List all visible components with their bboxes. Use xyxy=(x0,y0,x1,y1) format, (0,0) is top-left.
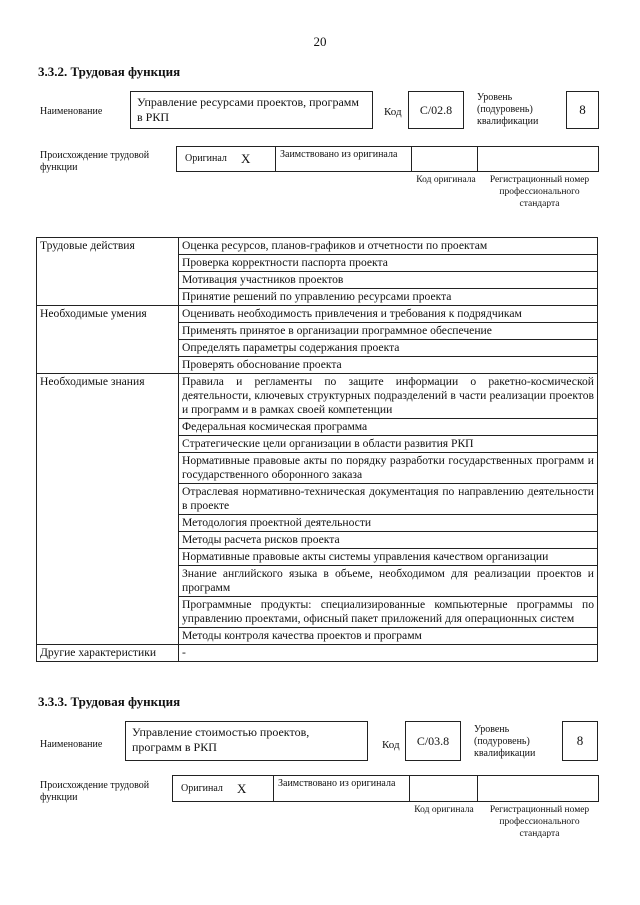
row-item: Методология проектной деятельности xyxy=(179,515,598,532)
original-label: Оригинал xyxy=(181,783,223,794)
row-item: Правила и регламенты по защите информации о ракетно-космической деятельности, ключевых структурных подразделений в части реализации проектов и программ и в рамках своей компетенции xyxy=(179,374,598,419)
reg-number-cell xyxy=(477,776,598,801)
level-box: 8 xyxy=(566,91,599,129)
row-item: Знание английского языка в объеме, необходимом для реализации проектов и программ xyxy=(179,566,598,597)
original-mark: X xyxy=(241,151,251,166)
function-code-box: C/03.8 xyxy=(405,721,461,761)
origin-label: Происхождение трудовой функции xyxy=(40,780,150,803)
row-item: Нормативные правовые акты системы управления качеством организации xyxy=(179,549,598,566)
row-item: Оценивать необходимость привлечения и требования к подрядчикам xyxy=(179,306,598,323)
row-item: Оценка ресурсов, планов-графиков и отчетности по проектам xyxy=(179,238,598,255)
reg-number-label: Регистрационный номер профессионального стандарта xyxy=(489,805,590,839)
code-label: Код xyxy=(382,739,400,751)
row-category-label: Трудовые действия xyxy=(37,238,179,306)
function-code-box: C/02.8 xyxy=(408,91,464,129)
code-label: Код xyxy=(384,106,402,118)
code-original-cell xyxy=(411,147,477,171)
row-category-label: Необходимые умения xyxy=(37,306,179,374)
reg-number-label: Регистрационный номер профессионального стандарта xyxy=(489,175,590,209)
code-original-label: Код оригинала xyxy=(416,175,476,185)
name-label: Наименование xyxy=(40,739,103,750)
table-row xyxy=(37,306,598,323)
origin-row xyxy=(176,146,599,172)
row-item: Определять параметры содержания проекта xyxy=(179,340,598,357)
row-item: Федеральная космическая программа xyxy=(179,419,598,436)
row-category-label: Необходимые знания xyxy=(37,374,179,645)
row-item: - xyxy=(179,645,598,662)
section-title: 3.3.3. Трудовая функция xyxy=(38,694,181,709)
code-original-label: Код оригинала xyxy=(414,805,474,815)
name-label: Наименование xyxy=(40,106,103,117)
origin-row xyxy=(172,775,599,802)
row-item: Нормативные правовые акты по порядку разработки государственных программ и государственного оборонного заказа xyxy=(179,453,598,484)
original-mark: X xyxy=(237,781,247,796)
row-item: Стратегические цели организации в области развития РКП xyxy=(179,436,598,453)
code-original-cell xyxy=(409,776,477,801)
row-item: Проверка корректности паспорта проекта xyxy=(179,255,598,272)
section-title: 3.3.2. Трудовая функция xyxy=(38,64,181,79)
table-row xyxy=(37,645,598,662)
original-label: Оригинал xyxy=(185,153,227,164)
row-item: Программные продукты: специализированные компьютерные программы по управлению проектами, офисный пакет приложений для операционных систем xyxy=(179,597,598,628)
table-row xyxy=(37,238,598,255)
row-item: Отраслевая нормативно-техническая документация по направлению деятельности в проекте xyxy=(179,484,598,515)
borrowed-label: Заимствовано из оригинала xyxy=(273,776,409,801)
row-item: Мотивация участников проектов xyxy=(179,272,598,289)
row-item: Методы контроля качества проектов и программ xyxy=(179,628,598,645)
table-row xyxy=(37,374,598,419)
row-category-label: Другие характеристики xyxy=(37,645,179,662)
row-item: Методы расчета рисков проекта xyxy=(179,532,598,549)
level-label: Уровень (подуровень) квалификации xyxy=(477,92,539,127)
origin-label: Происхождение трудовой функции xyxy=(40,150,150,173)
level-label: Уровень (подуровень) квалификации xyxy=(474,724,536,759)
function-name-box: Управление стоимостью проектов, программ в РКП xyxy=(125,721,368,761)
page-number: 20 xyxy=(313,34,327,49)
borrowed-label: Заимствовано из оригинала xyxy=(275,147,411,171)
level-box: 8 xyxy=(562,721,598,761)
function-details-table xyxy=(36,237,598,662)
row-item: Применять принятое в организации программное обеспечение xyxy=(179,323,598,340)
row-item: Проверять обоснование проекта xyxy=(179,357,598,374)
row-item: Принятие решений по управлению ресурсами проекта xyxy=(179,289,598,306)
function-name-box: Управление ресурсами проектов, программ в РКП xyxy=(130,91,373,129)
reg-number-cell xyxy=(477,147,598,171)
